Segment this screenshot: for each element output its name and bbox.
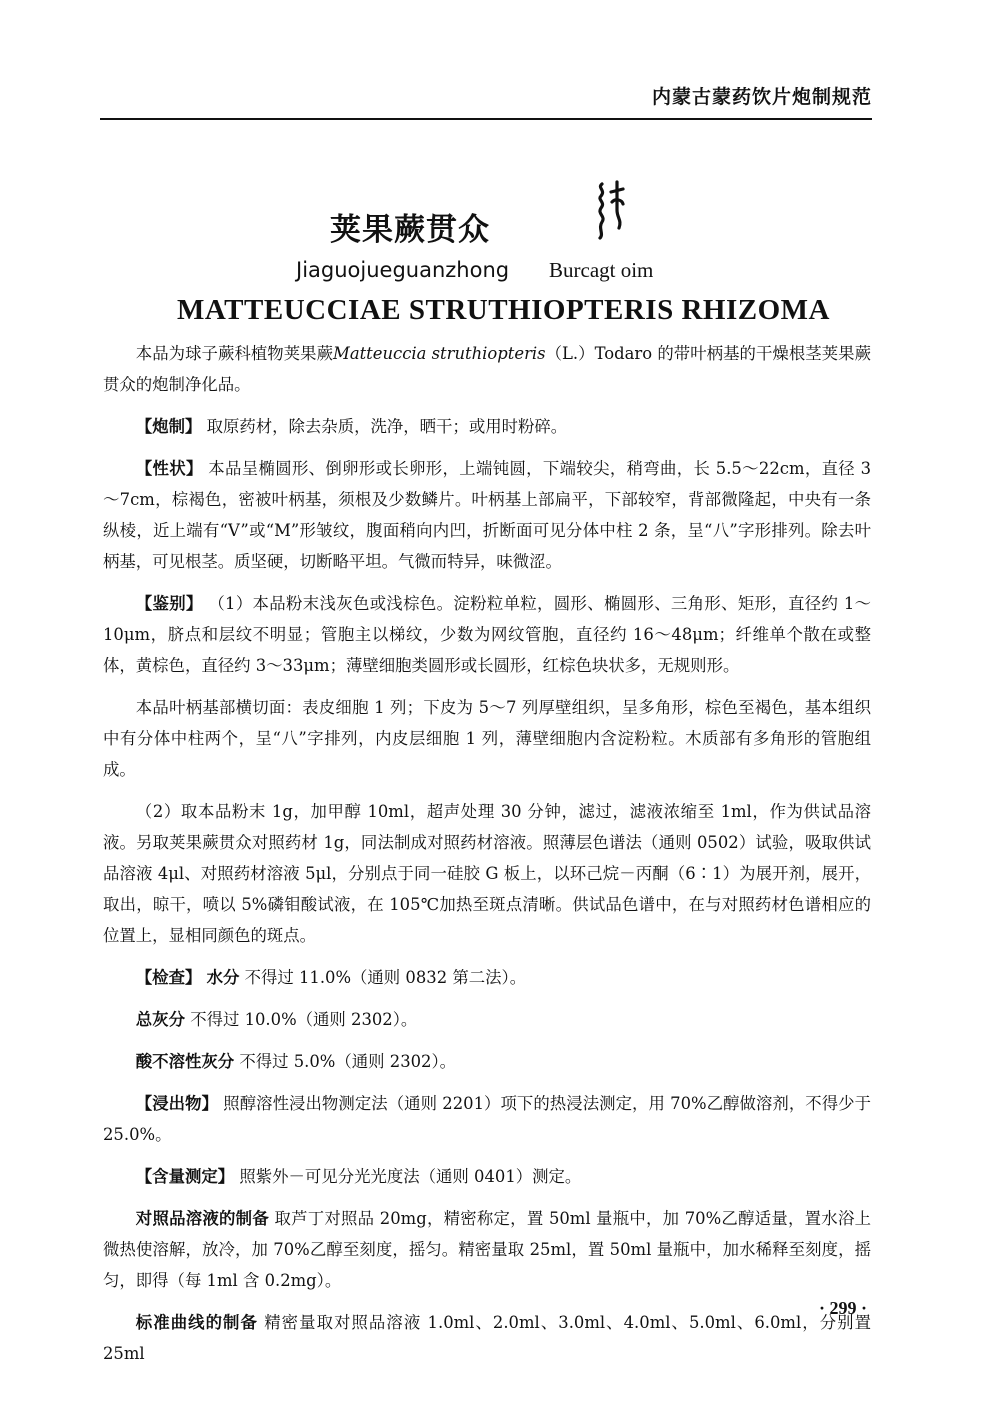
title-latin: MATTEUCCIAE STRUTHIOPTERIS RHIZOMA: [177, 294, 830, 326]
inspection-total-ash: 总灰分 不得过 10.0%（通则 2302）。: [135, 1010, 418, 1029]
extract-section: 【浸出物】 照醇溶性浸出物测定法（通则 2201）项下的热浸法测定，用 70%乙醇做溶剂，不得少于 25.0%。: [103, 1094, 872, 1144]
species-name: Matteuccia struthiopteris: [333, 344, 546, 363]
processing-label: 【炮制】: [135, 417, 202, 436]
characters-section: 【性状】 本品呈椭圆形、倒卵形或长卵形，上端钝圆，下端较尖，稍弯曲，长 5.5～22cm，直径 3～7cm，棕褐色，密被叶柄基，须根及少数鳞片。叶柄基上部扁平，下部较窄，背部微隆起，中央有一条纵棱，近上端有“V”或“M”形皱纹，腹面稍向内凹，折断面可见分体中柱 2 条，呈“八”字形排列。除去叶柄基，可见根茎。质坚硬，切断略平坦。气微而特异，味微涩。: [103, 459, 872, 571]
header-rule: [100, 118, 872, 120]
inspection-acid-ash: 酸不溶性灰分 不得过 5.0%（通则 2302）。: [135, 1052, 457, 1071]
extract-label: 【浸出物】: [135, 1094, 219, 1113]
intro-paragraph: 本品为球子蕨科植物荚果蕨Matteuccia struthiopteris（L.）Todaro 的带叶柄基的干燥根茎荚果蕨贯众的炮制净化品。: [103, 344, 871, 394]
title-chinese: 荚果蕨贯众: [330, 212, 490, 248]
identification-paragraph-3: （2）取本品粉末 1g，加甲醇 10ml，超声处理 30 分钟，滤过，滤液浓缩至 1ml，作为供试品溶液。另取荚果蕨贯众对照药材 1g，同法制成对照药材溶液。照薄层色谱法（通则 0502）试验，吸取供试品溶液 4μl、对照药材溶液 5μl，分别点于同一硅胶 G 板上，以环己烷－丙酮（6∶1）为展开剂，展开，取出，晾干，喷以 5%磷钼酸试液，在 105℃加热至斑点清晰。供试品色谱中，在与对照药材色谱相应的位置上，显相同颜色的斑点。: [103, 802, 871, 945]
assay-section: 【含量测定】 照紫外－可见分光光度法（通则 0401）测定。: [135, 1167, 582, 1186]
assay-reference-solution: 对照品溶液的制备 取芦丁对照品 20mg，精密称定，置 50ml 量瓶中，加 70%乙醇适量，置水浴上微热使溶解，放冷，加 70%乙醇至刻度，摇匀。精密量取 25ml，置 50ml 量瓶中，加水稀释至刻度，摇匀，即得（每 1ml 含 0.2mg）。: [103, 1209, 871, 1290]
processing-section: 【炮制】 取原药材，除去杂质，洗净，晒干；或用时粉碎。: [135, 417, 568, 436]
inspection-label: 【检查】: [135, 968, 202, 987]
title-pinyin: Jiaguojueguanzhong: [296, 258, 510, 282]
monograph-body: [103, 338, 871, 1380]
mongolian-script-glyph-icon: [592, 180, 628, 240]
assay-standard-curve: 标准曲线的制备 精密量取对照品溶液 1.0ml、2.0ml、3.0ml、4.0ml、5.0ml、6.0ml，分别置 25ml: [103, 1313, 871, 1363]
page-number: · 299 ·: [818, 1298, 867, 1318]
identification-label: 【鉴别】: [135, 594, 203, 613]
characters-label: 【性状】: [135, 459, 203, 478]
inspection-section: 【检查】 水分 不得过 11.0%（通则 0832 第二法）。: [135, 968, 527, 987]
title-mongolian-latin: Burcagt oim: [549, 258, 654, 282]
identification-section: 【鉴别】 （1）本品粉末浅灰色或浅棕色。淀粉粒单粒，圆形、椭圆形、三角形、矩形，直径约 1～10μm，脐点和层纹不明显；管胞主以梯纹，少数为网纹管胞，直径约 16～48μm；纤维单个散在或整体，黄棕色，直径约 3～33μm；薄壁细胞类圆形或长圆形，红棕色块状多，无规则形。: [103, 594, 871, 675]
identification-paragraph-2: 本品叶柄基部横切面：表皮细胞 1 列；下皮为 5～7 列厚壁组织，呈多角形，棕色至褐色，基本组织中有分体中柱两个，呈“八”字排列，内皮层细胞 1 列，薄壁细胞内含淀粉粒。木质部有多角形的管胞组成。: [103, 698, 871, 779]
running-header: 内蒙古蒙药饮片炮制规范: [651, 86, 872, 108]
assay-label: 【含量测定】: [135, 1167, 235, 1186]
